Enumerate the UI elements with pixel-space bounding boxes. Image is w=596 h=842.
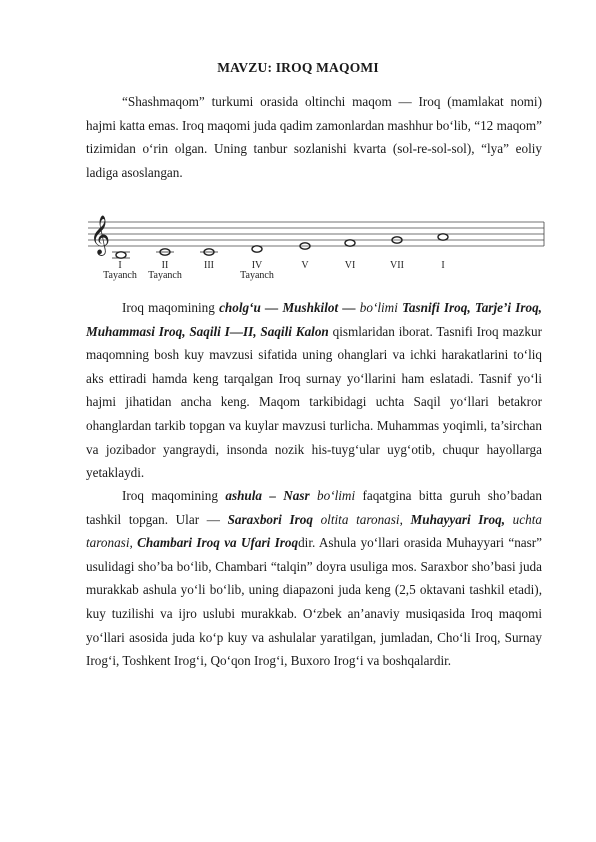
degree-label: I (441, 260, 445, 271)
note-d (252, 246, 262, 252)
degree-label: IV (251, 260, 263, 271)
note-a-high (438, 234, 448, 240)
support-label: Tayanch (103, 270, 137, 281)
degree-label: VII (390, 260, 404, 271)
note-f (345, 240, 355, 246)
intro-paragraph: “Shashmaqom” turkumi orasida oltinchi maqom — Iroq (mamlakat nomi) hajmi katta emas. Iroq maqomi juda qadim zamonlardan mashhur bo‘lib, “12 maqom” tizimidan o‘rin olgan. Uning tanbur sozlanishi kvarta (sol-re-sol-sol), “lya” eoliy ladiga asoslangan. (86, 94, 542, 180)
support-label: Tayanch (240, 270, 274, 281)
treble-clef-icon: 𝄞 (90, 217, 111, 254)
instrumental-section-paragraph: Iroq maqomining cholg‘u — Mushkilot — bo‘limi Tasnifi Iroq, Tarje’i Iroq, Muhammasi Iroq, Saqili I—II, Saqili Kalon qismlaridan iborat. Tasnifi Iroq mazkur maqomning bosh kuy mavzusi sifatida uning ohanglari va ichki harakatlarini to‘liq aks ettiradi hamda keng tarqalgan Iroq surnay yo‘llarini ham eslatadi. Tasnif yo‘li hajmi jihatidan ancha keng. Maqom tarkibidagi uchta Saqil yo‘llari betakror ohanglardan tarkib topgan va kuylar mavzusi turlicha. Muhammas yoqimli, ta’sirchan va jozibador yangraydi, insonda nozik his-tuyg‘ular uyg‘otib, chuqur hayollarga yetaklaydi. (86, 300, 542, 481)
degree-label: V (301, 260, 309, 271)
support-label: Tayanch (148, 270, 182, 281)
degree-label: VI (344, 260, 356, 271)
degree-label: II (161, 260, 169, 271)
degree-label: III (204, 260, 214, 271)
scale-notation (86, 212, 546, 282)
vocal-section-paragraph: Iroq maqomining ashula – Nasr bo‘limi faqatgina bitta guruh sho’badan tashkil topgan. Ular — Saraxbori Iroq oltita taronasi, Muhayyari Iroq, uchta taronasi, Chambari Iroq va Ufari Iroqdir. Ashula yo‘llari orasida Muhayyari “nasr” usulidagi sho’ba bo‘lib, Chambari “talqin” doyra usuliga mos. Saraxbor sho’basi juda murakkab ashula yo‘li bo‘lib, uning diapazoni juda keng (2,5 oktavani tashkil etadi), kuy tuzilishi va ijro uslubi murakkab. O‘zbek an’anaviy musiqasida Iroq maqomi yo‘llari asosida juda ko‘p kuy va ashulalar yaratilgan, jumladan, Cho‘li Iroq, Surnay Irog‘i, Toshkent Irog‘i, Qo‘qon Irog‘i, Buxoro Irog‘i va boshqalardir. (86, 488, 543, 669)
degree-label: I (118, 260, 122, 271)
note-a (116, 252, 126, 258)
staff-lines (88, 222, 544, 246)
page-title: MAVZU: IROQ MAQOMI (217, 60, 379, 75)
